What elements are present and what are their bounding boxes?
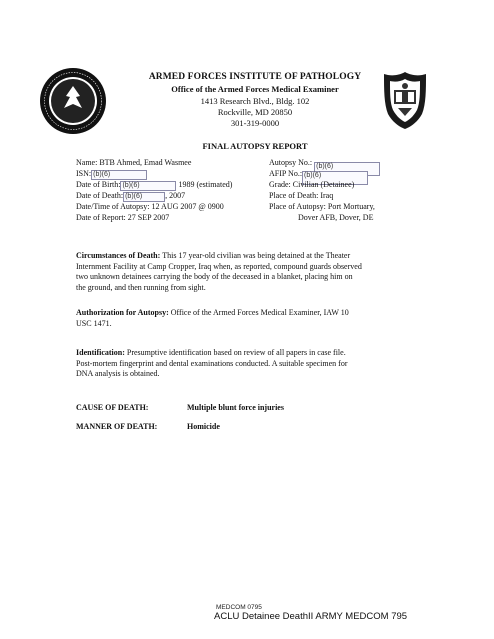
manner-label: MANNER OF DEATH: [76, 422, 158, 431]
institute-name: ARMED FORCES INSTITUTE OF PATHOLOGY [148, 72, 362, 82]
circumstances-label: Circumstances of Death: [76, 251, 161, 260]
place-of-death-row [269, 190, 333, 201]
grade-value: Civilian (Detainee) [292, 180, 355, 189]
manner-value: Homicide [187, 422, 220, 431]
dob-label: Date of Birth: [76, 180, 121, 189]
cause-value: Multiple blunt force injuries [187, 403, 284, 412]
medcom-stamp: MEDCOM 0795 [216, 604, 262, 611]
place-of-autopsy-row [269, 201, 375, 212]
autopsy-no-label: Autopsy No.: [269, 158, 313, 167]
dod-label: Date of Death: [76, 191, 124, 200]
identification-line-1: Presumptive identification based on review of all papers in case file. [126, 348, 346, 357]
grade-row [269, 179, 354, 190]
authorization-line-1: Office of the Armed Forces Medical Examiner, IAW 10 [170, 308, 349, 317]
phone-number: 301-319-0000 [230, 118, 280, 128]
place-of-autopsy-value-1: Port Mortuary, [327, 202, 375, 211]
circumstances-section [76, 251, 436, 293]
name-label: Name: [76, 158, 98, 167]
authorization-line-2: USC 1471. [76, 318, 112, 328]
report-date-value: 27 SEP 2007 [127, 213, 170, 222]
autopsy-date-value: 12 AUG 2007 @ 0900 [151, 202, 224, 211]
dob-value: 1989 (estimated) [178, 180, 233, 189]
authorization-label: Authorization for Autopsy: [76, 308, 169, 317]
address-line-1: 1413 Research Blvd., Bldg. 102 [200, 96, 310, 106]
place-of-autopsy-value-2: Dover AFB, Dover, DE [298, 213, 374, 222]
authorization-section [76, 308, 436, 329]
dod-redaction: (b)(6) [123, 192, 165, 202]
autopsy-date-row [76, 201, 224, 212]
autopsy-date-label: Date/Time of Autopsy: [76, 202, 150, 211]
dod-seal-icon [38, 66, 108, 136]
circumstances-line-4: the ground, and then running from sight. [76, 282, 206, 292]
bates-number: ACLU Detainee DeathII ARMY MEDCOM 795 [214, 611, 408, 622]
autopsy-no-redaction: (b)(6) [314, 162, 380, 176]
address-line-2: Rockville, MD 20850 [217, 107, 293, 117]
grade-label: Grade: [269, 180, 291, 189]
place-of-death-value: Iraq [320, 191, 334, 200]
identification-line-3: DNA analysis is obtained. [76, 369, 160, 378]
identification-line-2: Post-mortem fingerprint and dental examinations conducted. A suitable specimen for [76, 358, 348, 368]
circumstances-line-1: This 17 year-old civilian was being detained at the Theater [162, 251, 351, 260]
dob-redaction: (b)(6) [120, 181, 176, 191]
afip-no-redaction: (b)(6) [302, 171, 368, 185]
place-of-autopsy-label: Place of Autopsy: [269, 202, 326, 211]
name-value: BTB Ahmed, Emad Wasmee [99, 158, 192, 167]
name-row [76, 157, 191, 168]
circumstances-line-2: Internment Facility at Camp Cropper, Iraq when, as reported, compound guards observed [76, 261, 362, 271]
afip-no-label: AFIP No.: [269, 169, 303, 178]
isn-redaction: (b)(6) [91, 170, 147, 180]
isn-label: ISN: [76, 169, 92, 178]
cause-label: CAUSE OF DEATH: [76, 403, 149, 412]
report-date-label: Date of Report: [76, 213, 126, 222]
identification-section [76, 348, 436, 380]
office-name: Office of the Armed Forces Medical Examiner [171, 84, 339, 94]
identification-label: Identification: [76, 348, 125, 357]
report-date-row [76, 212, 169, 223]
place-of-death-label: Place of Death: [269, 191, 319, 200]
report-title: FINAL AUTOPSY REPORT [202, 141, 308, 151]
dod-value: , 2007 [165, 191, 186, 200]
circumstances-line-3: two unknown detainees carrying the body of the deceased in a blanket, placing him on [76, 272, 353, 281]
